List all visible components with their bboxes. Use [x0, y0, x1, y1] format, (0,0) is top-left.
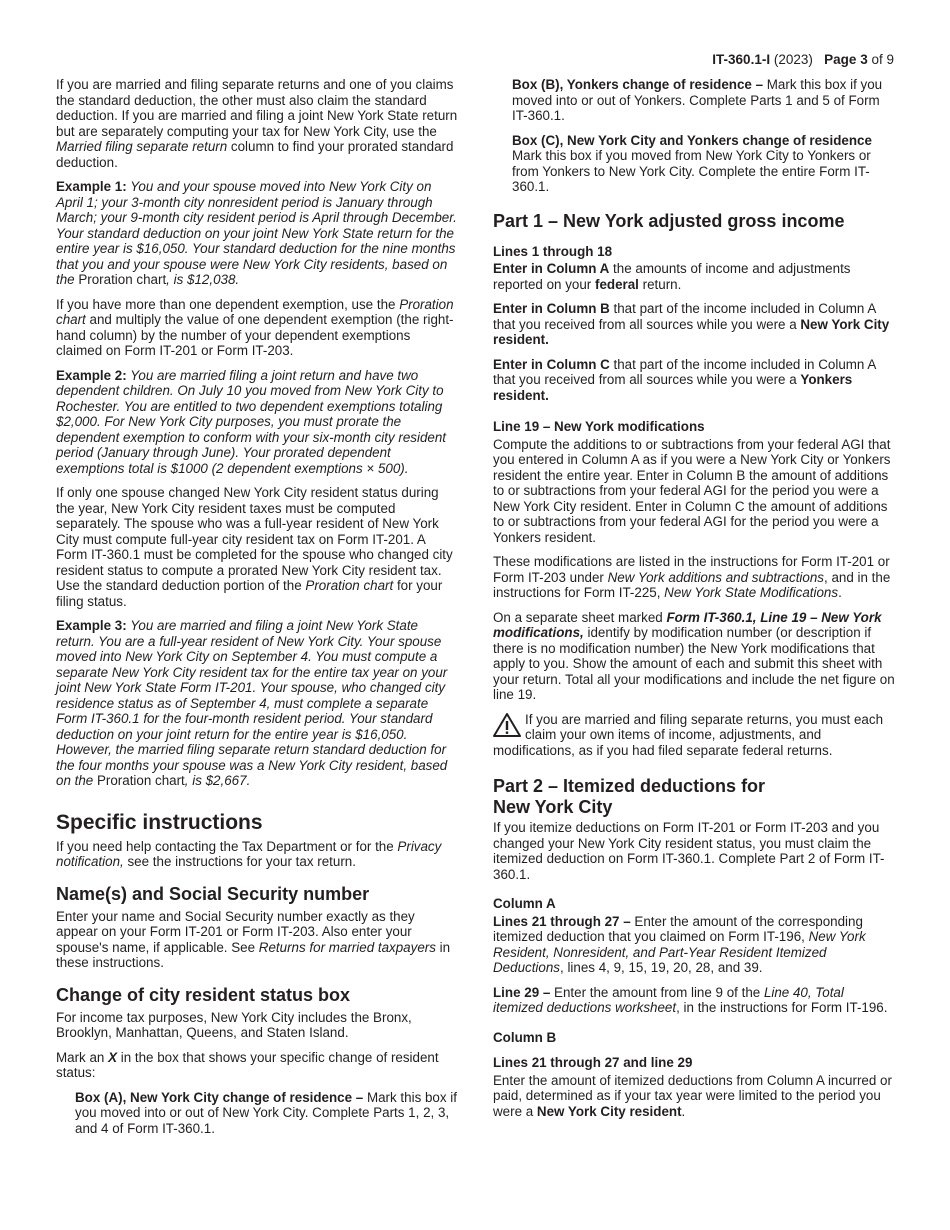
mark-x-text	[56, 1050, 458, 1081]
example-label: Example 2:	[56, 367, 127, 383]
text-italic: Married filing separate return	[56, 139, 228, 154]
box-b-text	[493, 77, 895, 124]
text: that part of the income included in Column A that you received from all sources while you were a	[493, 356, 876, 387]
part-1-heading: Part 1 – New York adjusted gross income	[493, 210, 845, 231]
text-italic: , is $12,038.	[166, 272, 240, 287]
x-mark: X	[108, 1049, 118, 1065]
column-c-text	[493, 357, 895, 404]
specific-instructions-text	[56, 839, 458, 870]
separate-sheet-text	[493, 610, 895, 703]
page-label: Page	[824, 52, 857, 67]
part-2-intro: If you itemize deductions on Form IT-201 or Form IT-203 and you changed your New York City resident status, you must claim the itemized deduction on Form IT-360.1. Complete Part 2 of Form IT-360.1.	[493, 820, 885, 882]
modifications-listed-text	[493, 554, 895, 601]
line-29-text	[493, 985, 895, 1016]
text: in these instructions.	[56, 939, 451, 970]
text: If only one spouse changed New York City resident status during the year, New York City resident taxes must be computed separately. The spouse who was a full-year resident of New York City must compute full-year city resident tax on Form IT-201. A Form IT-360.1 must be completed for the spouse who changed city resident status to compute a prorated New York City resident tax. Use the standard deduction portion of the	[56, 485, 453, 593]
column-b-subheading: Lines 21 through 27 and line 29	[493, 1055, 693, 1070]
text: .	[681, 1103, 686, 1119]
warning-note	[493, 712, 895, 759]
page-header	[712, 52, 894, 67]
text: Enter the amount of the corresponding itemized deduction that you claimed on Form IT-196,	[493, 913, 863, 944]
warning-text: If you are married and filing separate returns, you must each claim your own items of income, adjustments, and modifications, as if you had filed separate federal returns.	[493, 711, 884, 758]
box-c-label: Box (C), New York City and Yonkers change of residence	[512, 132, 872, 148]
text: Mark this box if you moved into or out of Yonkers. Complete Parts 1 and 5 of Form IT-360.1.	[512, 77, 883, 123]
text-italic: You and your spouse moved into New York City on April 1; your 3-month city nonresident period is January through March; your 9-month city resident period is April through December. Your standard deduction on your joint New York State return for the entire year is $16,050. Your standard deduction for the nine months that you and your spouse were New York City residents, based on the	[56, 179, 457, 287]
text-bold: federal	[594, 276, 639, 292]
example-2	[56, 368, 458, 477]
form-year: (2023)	[773, 52, 813, 67]
specific-instructions-heading: Specific instructions	[56, 810, 263, 834]
text: Enter the amount of itemized deductions from Column A incurred or paid, determined as if your tax year were limited to the period you were a	[493, 1072, 892, 1119]
text: Enter the amount from line 9 of the	[550, 984, 764, 1000]
text: , lines 4, 9, 15, 19, 20, 28, and 39.	[560, 960, 763, 975]
form-id: IT-360.1-I	[712, 52, 771, 67]
text: .	[838, 585, 842, 600]
text: Mark an	[56, 1049, 109, 1065]
one-spouse-paragraph	[56, 485, 458, 609]
page-of: of 9	[871, 52, 894, 67]
part-2-heading	[493, 776, 895, 818]
text: column to find your prorated standard deduction.	[56, 139, 454, 170]
text: that part of the income included in Column A that you received from all sources while you were a	[493, 301, 876, 332]
text-italic: Privacy notification,	[56, 838, 442, 869]
text-bold: Yonkers resident.	[493, 372, 853, 403]
text: and multiply the value of one dependent exemption (the right-hand column) by the number of your dependent exemptions claimed on Form IT-201 or Form IT-203.	[56, 312, 454, 358]
text: If you are married and filing separate returns and one of you claims the standard deduction, the other must also claim the standard deduction. If you are married and filing a joint New York State return but are separately computing your tax for New York City, use the	[56, 77, 458, 139]
warning-paragraph	[493, 712, 895, 759]
part-2-heading-line1: Part 2 – Itemized deductions for	[493, 776, 766, 796]
married-separate-paragraph	[56, 77, 458, 170]
text: in the box that shows your specific change of resident status:	[56, 1049, 439, 1080]
text-italic: New York additions and subtractions	[607, 569, 824, 585]
text-italic: Proration chart	[305, 578, 394, 593]
column-b-heading: Column B	[493, 1029, 557, 1045]
box-a-label: Box (A), New York City change of residence –	[75, 1089, 364, 1105]
text: see the instructions for your tax return.	[123, 854, 356, 869]
text-bold: Lines 21 through 27 –	[493, 913, 631, 929]
text: If you need help contacting the Tax Department or for the	[56, 838, 398, 854]
text: Mark this box if you moved into or out of New York City. Complete Parts 1, 2, 3, and 4 of Form IT-360.1.	[75, 1089, 457, 1136]
text: Proration chart	[96, 773, 185, 788]
text: , and in the instructions for Form IT-225,	[493, 569, 891, 600]
nyc-boroughs-text: For income tax purposes, New York City includes the Bronx, Brooklyn, Manhattan, Queens, and Staten Island.	[56, 1009, 412, 1040]
text-italic: New York Resident, Nonresident, and Part-Year Resident Itemized Deductions	[493, 929, 866, 975]
text: for your filing status.	[56, 578, 443, 609]
text: the amounts of income and adjustments reported on your	[493, 261, 851, 292]
text: On a separate sheet marked	[493, 609, 667, 625]
dependent-exemption-paragraph	[56, 297, 458, 359]
text-italic: , is $2,667.	[184, 773, 251, 788]
column-a-heading: Column A	[493, 896, 556, 911]
text: Proration chart	[78, 272, 167, 287]
column-b-text	[493, 301, 895, 348]
text: These modifications are listed in the instructions for Form IT-201 or Form IT-203 under	[493, 554, 890, 585]
text-bold: Enter in Column B	[493, 301, 610, 316]
text-italic: You are married filing a joint return and have two dependent children. On July 10 you moved from New York City to Rochester. You are entitled to two dependent exemptions totaling $2,000. For New York City purposes, you must prorate the dependent exemption to conform with your six-month city resident period (January through June). Your prorated dependent exemptions total is $1000 (2 dependent exemptions × 500).	[56, 367, 447, 476]
part-2-heading-line2: New York City	[493, 797, 613, 817]
text: Enter your name and Social Security number exactly as they appear on your Form IT-201 or Form IT-203. Also enter your spouse's name, if applicable. See	[56, 908, 415, 955]
text-italic: Line 40, Total itemized deductions worksheet	[493, 984, 844, 1015]
line-19-heading: Line 19 – New York modifications	[493, 419, 705, 434]
text-bold: New York City resident	[536, 1103, 682, 1119]
right-column	[493, 77, 895, 1128]
lines-1-18-heading: Lines 1 through 18	[493, 243, 613, 259]
text-italic: Proration chart	[56, 296, 454, 327]
box-a-text	[56, 1090, 458, 1137]
left-column	[56, 77, 458, 1145]
warning-icon	[493, 712, 521, 738]
text: If you have more than one dependent exemption, use the	[56, 296, 400, 312]
text-bold: Enter in Column A	[493, 261, 610, 276]
change-status-heading: Change of city resident status box	[56, 984, 351, 1005]
text: , in the instructions for Form IT-196.	[676, 1000, 888, 1015]
box-c-text	[493, 133, 895, 195]
text-italic: New York State Modifications	[664, 585, 839, 600]
box-b-label: Box (B), Yonkers change of residence –	[512, 77, 764, 92]
example-label: Example 3:	[56, 618, 127, 633]
names-ssn-heading: Name(s) and Social Security number	[56, 883, 370, 904]
line-19-text: Compute the additions to or subtractions from your federal AGI that you entered in Column A as if you were a New York City or Yonkers resident the entire year. Enter in Column B the amount of additions to or subtractions from your federal AGI for the period you were a New York City resident. Enter in Column C the amount of additions to or subtractions from your federal AGI for the period you were a Yonkers resident.	[493, 436, 891, 545]
text-italic: You are married and filing a joint New York State return. You are a full-year resident of New York City. Your spouse moved into New York City on September 4. You must compute a separate New York City resident tax for the entire tax year on your joint New York State Form IT-201. Your spouse, who changed city residence status as of September 4, must complete a separate Form IT-360.1 for the four-month resident period. Your standard deduction on your joint return for the entire year is $16,050. However, the married filing separate return standard deduction for the four months your spouse was a New York City resident, based on the	[56, 618, 448, 788]
text-italic: Returns for married taxpayers	[258, 939, 436, 955]
text-bold: Line 29 –	[493, 984, 551, 1000]
text-bold-italic: Form IT-360.1, Line 19 – New York modifications,	[493, 609, 882, 640]
text-bold: Enter in Column C	[493, 356, 610, 372]
text: return.	[638, 276, 682, 292]
example-1	[56, 179, 458, 288]
lines-21-27-text	[493, 914, 895, 976]
text: identify by modification number (or description if there is no modification number) the New York modifications that apply to you. Show the amount of each and submit this sheet with your return. Total all your modifications and include the net figure on line 19.	[493, 625, 895, 702]
names-ssn-text	[56, 909, 458, 971]
column-a-text	[493, 261, 895, 292]
example-3	[56, 618, 458, 789]
column-b-text	[493, 1073, 895, 1120]
example-label: Example 1:	[56, 179, 127, 194]
page-number: 3	[860, 52, 868, 67]
text: Mark this box if you moved from New York City to Yonkers or from Yonkers to New York City. Complete the entire Form IT-360.1.	[512, 148, 871, 194]
text-bold: New York City resident.	[493, 316, 890, 347]
